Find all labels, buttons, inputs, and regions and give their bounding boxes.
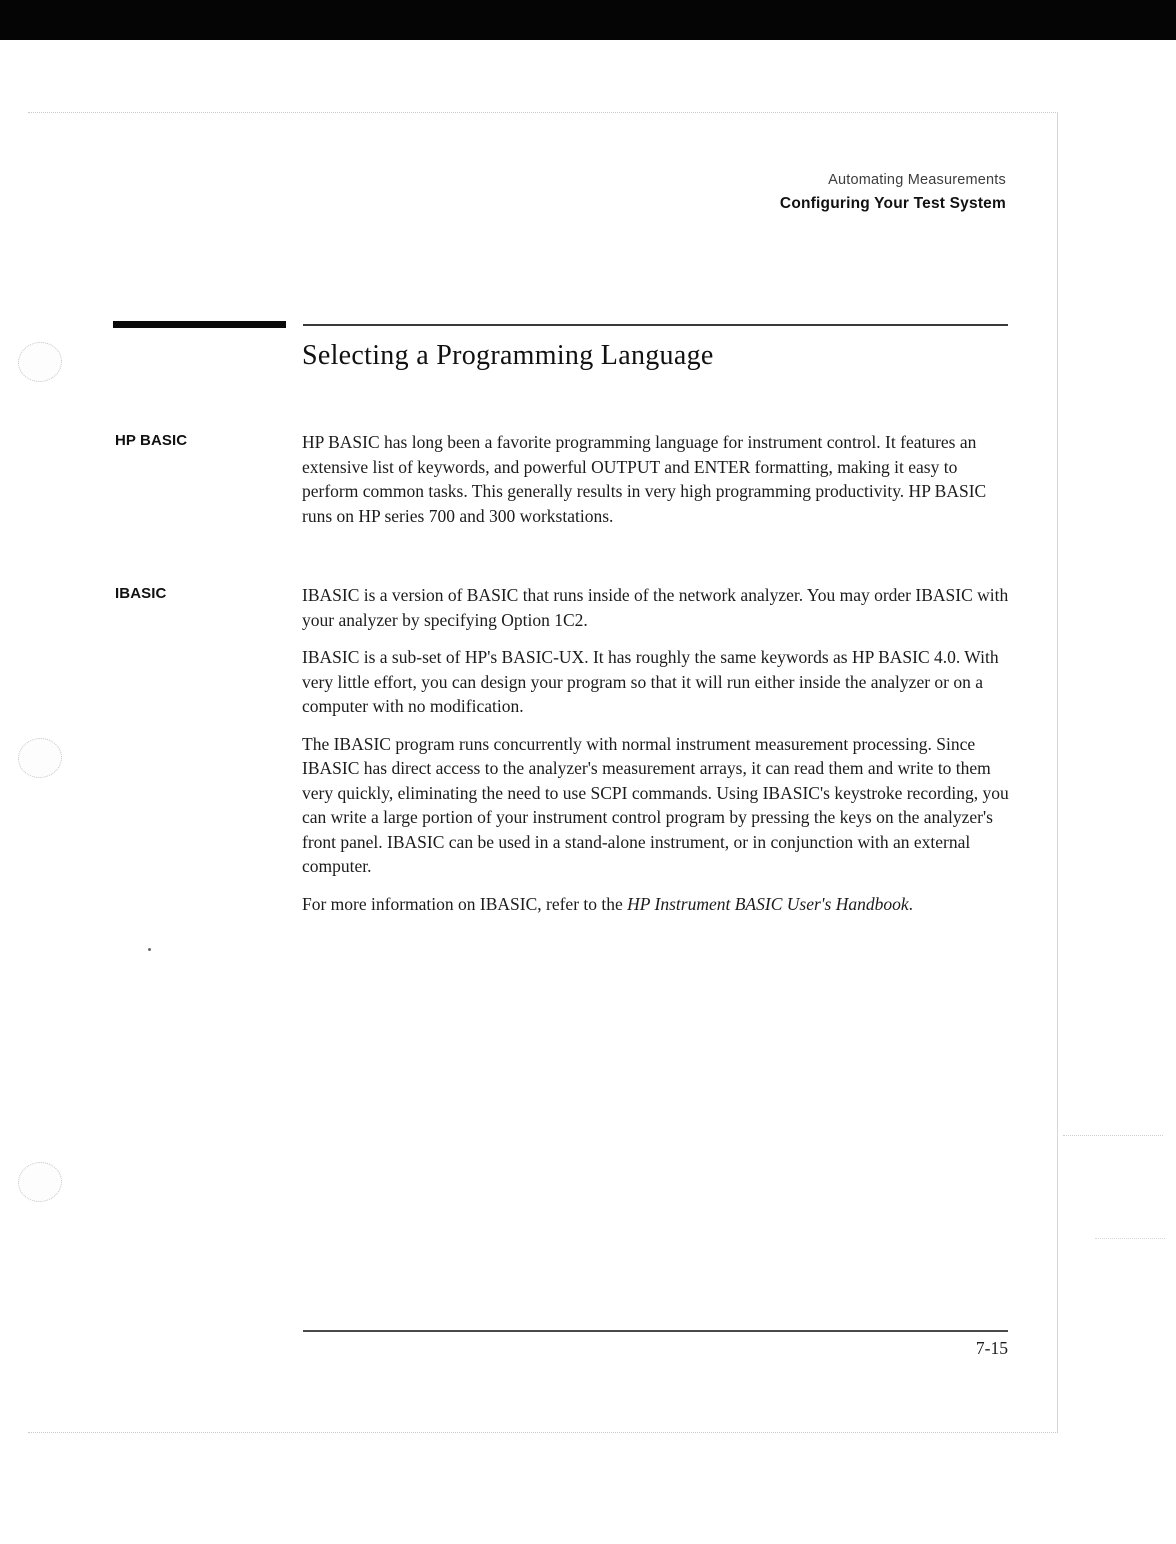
punch-hole-mark [15,1159,64,1205]
header-section-title: Configuring Your Test System [779,195,1006,212]
scan-border-right [1057,112,1058,1432]
reference-book-title: HP Instrument BASIC User's Handbook [627,893,909,914]
paragraph: HP BASIC has long been a favorite programming language for instrument control. It features an extensive list of keywords, and powerful OUTPUT and ENTER formatting, making it easy to perform common tasks. This generally results in very high programming productivity. HP BASIC runs on HP series 700 and 300 workstations. [302,432,987,526]
section-rule-thick [113,321,286,328]
reference-suffix: . [908,893,913,914]
scan-top-black-bar [0,0,1176,40]
header-chapter-title: Automating Measurements [828,172,1006,188]
paragraph-reference [302,892,1014,917]
footer-rule [303,1330,1008,1332]
punch-hole-mark [15,735,64,781]
paragraph: IBASIC is a sub-set of HP's BASIC-UX. It has roughly the same keywords as HP BASIC 4.0. With very little effort, you can design your program so that it will run either inside the analyzer or on a computer with no modification. [302,647,999,716]
scan-stray-dot [148,948,151,951]
reference-prefix: For more information on IBASIC, refer to the [302,893,628,914]
margin-label-hp-basic: HP BASIC [115,432,188,449]
punch-hole-mark [15,339,64,385]
page-number: 7-15 [975,1338,1008,1358]
section-body [302,430,1014,528]
running-header [520,172,1006,213]
scan-border-top [28,112,1058,113]
section-rule-thin [303,324,1008,326]
page-title: Selecting a Programming Language [302,340,714,371]
paragraph: The IBASIC program runs concurrently with normal instrument measurement processing. Since IBASIC has direct access to the analyzer's measurement arrays, it can read them and write to them very quickly, eliminating the need to use SCPI commands. Using IBASIC's keystroke recording, you can write a large portion of your instrument control program by pressing the keys on the analyzer's front panel. IBASIC can be used in a stand-alone instrument, or in conjunction with an external computer. [302,733,1009,876]
section-ibasic [115,583,1015,916]
margin-label-ibasic: IBASIC [115,585,167,602]
scan-artifact-line [1095,1238,1165,1239]
section-hp-basic [115,430,1015,528]
section-body [302,583,1014,916]
scan-border-bottom [28,1432,1058,1433]
paragraph: IBASIC is a version of BASIC that runs inside of the network analyzer. You may order IBASIC with your analyzer by specifying Option 1C2. [302,585,1009,630]
scan-artifact-line [1063,1135,1163,1136]
